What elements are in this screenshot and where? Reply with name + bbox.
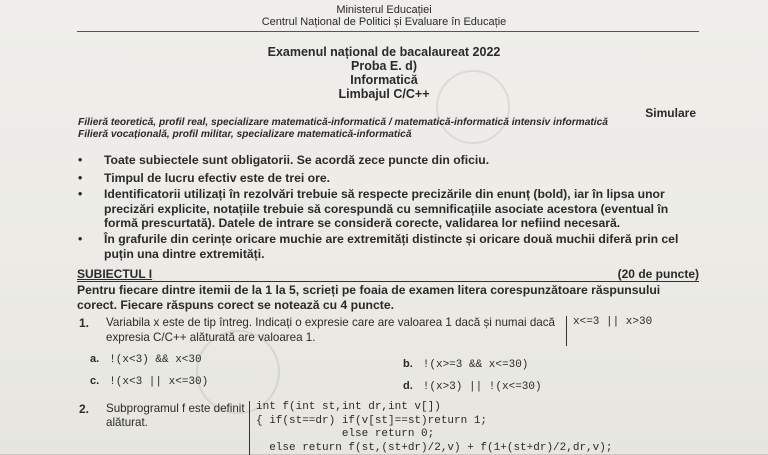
exam-title: Examenul național de bacalaureat 2022 xyxy=(0,45,768,59)
section-header xyxy=(77,267,699,282)
question-number: 1. xyxy=(79,316,89,330)
code-block xyxy=(249,401,726,455)
code-line: else return f(st,(st+dr)/2,v) + f(1+(st+dr)/2,dr,v); xyxy=(256,442,726,455)
section-points: (20 de puncte) xyxy=(618,267,699,281)
section-title: SUBIECTUL I xyxy=(77,267,152,281)
center-header: Centrul Național de Politici și Evaluare în Educație xyxy=(0,16,768,28)
filiera-line-1: Filieră teoretică, profil real, specializare matematică-informatică / matematică-informatică intensiv informatică xyxy=(78,117,608,128)
exam-language: Limbajul C/C++ xyxy=(0,87,768,101)
code-line: { if(st==dr) if(v[st]==st)return 1; xyxy=(256,415,726,429)
answer-option-c: c. !(x<3 || x<=30) xyxy=(90,375,208,388)
header-divider xyxy=(77,31,699,32)
answer-option-b: b. !(x>=3 && x<=30) xyxy=(403,358,528,371)
filiera-line-2: Filieră vocațională, profil militar, specializare matematică-informatică xyxy=(78,129,411,140)
bullet-icon: • xyxy=(78,232,82,246)
simulare-label: Simulare xyxy=(645,106,696,120)
question-text: Subprogramul f este definit alăturat. xyxy=(106,402,246,430)
bullet-icon: • xyxy=(78,187,82,201)
answer-option-d: d. !(x>3) || !(x<=30) xyxy=(403,380,542,393)
code-line: else return 0; xyxy=(256,428,726,442)
question-number: 2. xyxy=(79,402,89,416)
section-instructions: Pentru fiecare dintre itemii de la 1 la 5, scrieți pe foaia de examen litera corespunzătoare răspunsului corect. Fiecare răspuns corect se notează cu 4 puncte. xyxy=(77,283,699,312)
exam-proba: Proba E. d) xyxy=(0,59,768,73)
code-line: int f(int st,int dr,int v[]) xyxy=(256,401,726,415)
ministry-header: Ministerul Educației xyxy=(0,4,768,16)
bullet-icon: • xyxy=(78,153,82,167)
bullet-icon: • xyxy=(78,171,82,185)
question-expression: x<=3 || x>30 xyxy=(566,316,652,346)
question-text: Variabila x este de tip întreg. Indicați o expresie care are valoarea 1 dacă și numai dacă expresia C/C++ alăturată are valoarea 1. xyxy=(106,316,558,345)
answer-option-a: a. !(x<3) && x<30 xyxy=(90,353,202,366)
exam-page: Ministerul Educației Centrul Național de Politici și Evaluare în Educație Examenul național de bacalaureat 2022 Proba E. d) Informatică Limbajul C/C++ Simulare Filieră teoretică, profil real, specializare matematică-informatică / matematică-informatică intensiv informatică Filieră vocațională, profil militar, specializare matematică-informatică • Toate subiectele sunt obligatorii. Se acordă zece puncte din oficiu. • Timpul de lucru efectiv este de trei ore. • Identificatorii utilizați în rezolvări trebuie să respecte precizările din enunț (bold), iar în lipsa unor precizări explicite, notațiile trebuie să corespundă cu semnificațiile asociate acestora (eventual în formă prescurtată). Datele de intrare se consideră corecte, validarea lor nefiind necesară. • În grafurile din cerințe oricare muchie are extremități distincte și oricare două muchii diferă prin cel puțin una dintre extremități. SUBIECTUL I (20 de puncte) Pentru fiecare dintre itemii de la 1 la 5, scrieți pe foaia de examen litera corespunzătoare răspunsului corect. Fiecare răspuns corect se notează cu 4 puncte. 1. Variabila x este de tip întreg. Indicați o expresie care are valoarea 1 dacă și numai dacă expresia C/C++ alăturată are valoarea 1. x<=3 || x>30 a. !(x<3) && x<30 b. !(x>=3 && x<=30) c. !(x<3 || x<=30) d. !(x>3) || !(x<=30) 2. Subprogramul f este definit alăturat. int f(int st,int dr,int v[]) { if(st==dr) if(v[st]==st)return 1; else return 0; else return f(st,(st+dr)/2,v) + f(1+(st+dr)/2,dr,v); xyxy=(0,0,768,454)
exam-subject: Informatică xyxy=(0,73,768,87)
